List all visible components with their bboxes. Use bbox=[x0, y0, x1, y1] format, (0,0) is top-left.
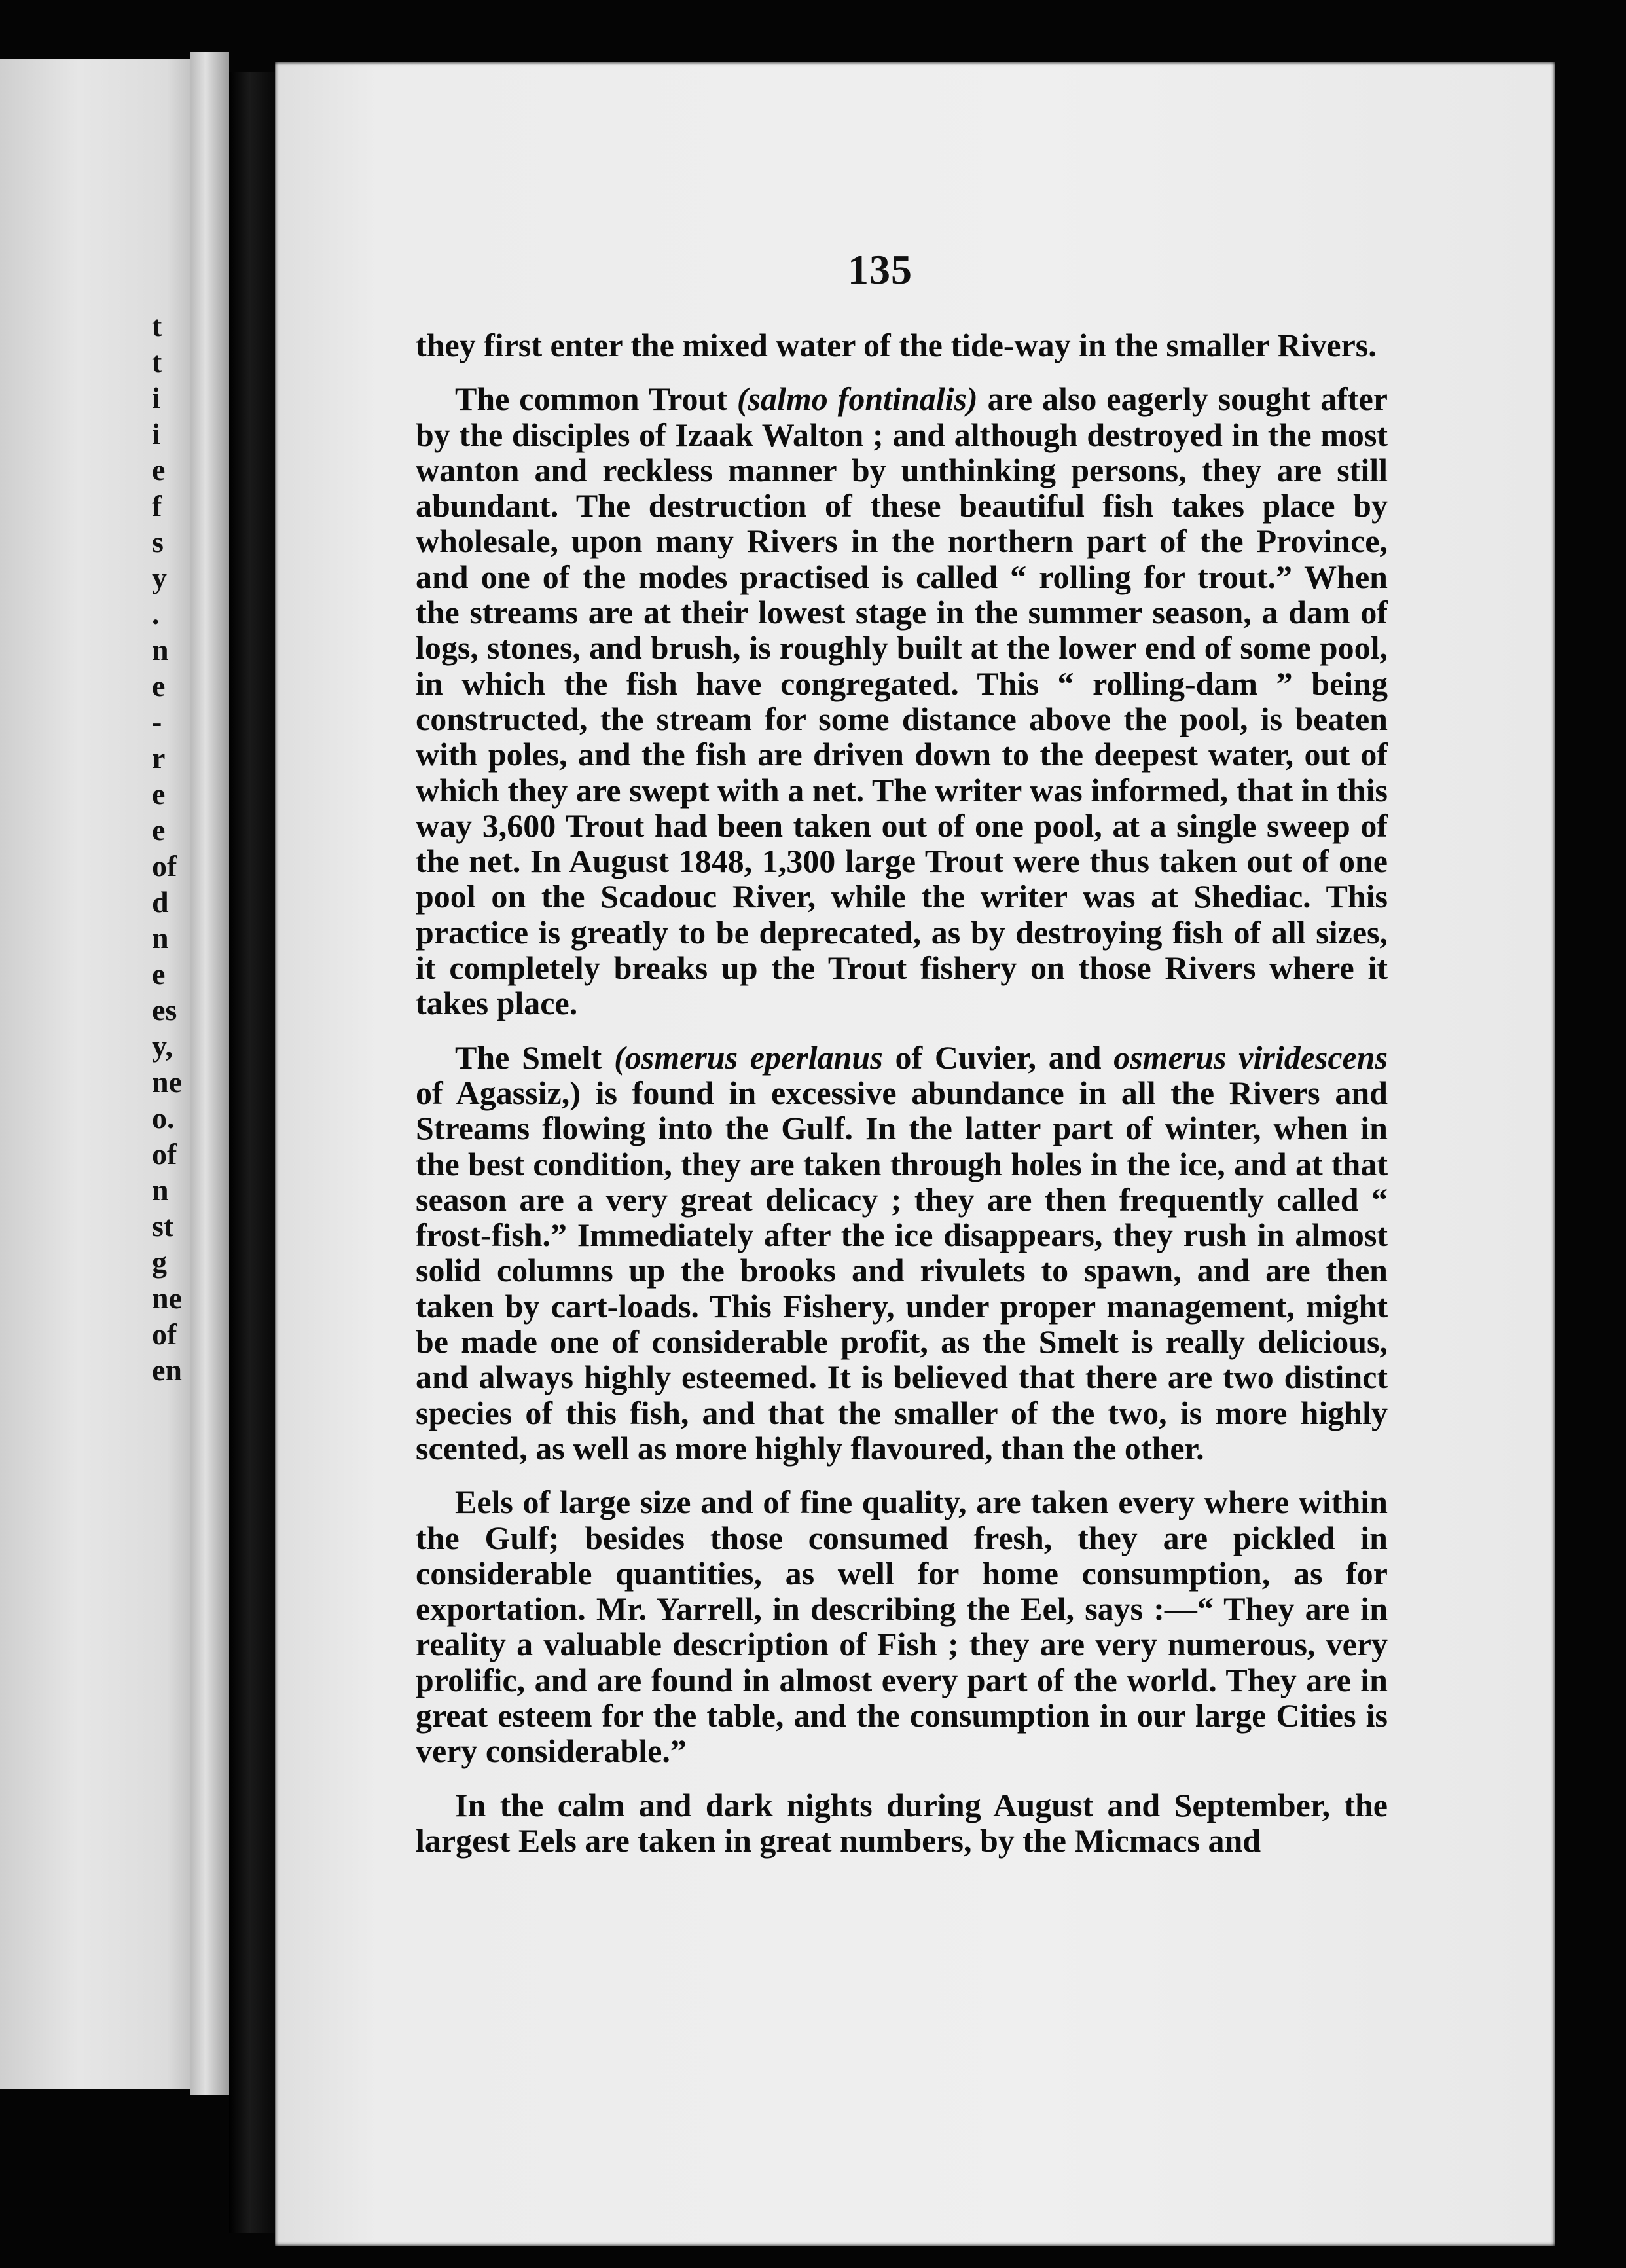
facing-page-fragment: t bbox=[152, 345, 162, 378]
paragraph bbox=[416, 381, 1388, 1021]
facing-page-fragment: - bbox=[152, 705, 162, 739]
text-run: are also eagerly sought after by the disciples of Izaak Walton ; and although destroyed in the most wanton and reckless manner by unthinking persons, they are still abundant. The destruction of these beautiful fish takes place by wholesale, upon many Rivers in the northern part of the Province, and one of the modes practised is called “ rolling for trout.” When the streams are at their lowest stage in the summer season, a dam of logs, stones, and brush, is roughly built at the lower end of some pool, in which the fish have congregated. This “ rolling-dam ” being constructed, the stream for some distance above the pool, is beaten with poles, and the fish are driven down to the deepest water, out of which they are swept with a net. The writer was informed, that in this way 3,600 Trout had been taken out of one pool, at a single sweep of the net. In August 1848, 1,300 large Trout were thus taken out of one pool on the Scadouc River, while the writer was at Shediac. This practice is greatly to be deprecated, as by destroying fish of all sizes, it completely breaks up the Trout fishery on those Rivers where it takes place. bbox=[416, 380, 1388, 1022]
text-run: they first enter the mixed water of the tide-way in the smaller Rivers. bbox=[416, 327, 1377, 363]
text-run: The Smelt bbox=[455, 1038, 615, 1076]
paragraph bbox=[416, 1787, 1388, 1859]
facing-page-fragment: y bbox=[152, 561, 167, 594]
facing-page-fragment: t bbox=[152, 309, 162, 342]
facing-page-text-fragments bbox=[152, 308, 198, 1388]
facing-page-fragment: es bbox=[152, 993, 177, 1027]
text-run: Eels of large size and of fine quality, are taken every where within the Gulf; besides those consumed fresh, they are pickled in considerable quantities, as well for home consumption, as for exportation. Mr. Yarrell, in describing the Eel, says :—“ They are in reality a valuable description of Fish ; they are very numerous, very prolific, and are found in almost every part of the world. They are in great esteem for the table, and the consumption in our large Cities is very considerable.” bbox=[416, 1484, 1388, 1770]
italic-text: (osmerus eperlanus bbox=[614, 1038, 883, 1076]
facing-page-fragment: of bbox=[152, 1137, 177, 1171]
facing-page-fragment: e bbox=[152, 957, 166, 991]
facing-page-fragment: en bbox=[152, 1353, 182, 1387]
facing-page-fragment: i bbox=[152, 417, 160, 450]
text-run: In the calm and dark nights during August and September, the largest Eels are taken in great numbers, by the Micmacs and bbox=[416, 1786, 1388, 1859]
facing-page-fragment: r bbox=[152, 741, 166, 775]
text-run: The common Trout bbox=[455, 380, 737, 418]
italic-text: (salmo fontinalis) bbox=[736, 380, 978, 418]
facing-page-fragment: st bbox=[152, 1209, 174, 1243]
facing-page-fragment: i bbox=[152, 381, 160, 414]
paragraph bbox=[416, 327, 1388, 363]
facing-page-fragment: e bbox=[152, 777, 166, 811]
facing-page-fragment: o. bbox=[152, 1101, 175, 1135]
paragraph bbox=[416, 1040, 1388, 1467]
facing-page-fragment: ne bbox=[152, 1281, 182, 1315]
facing-page-fragment: g bbox=[152, 1245, 167, 1279]
page-number: 135 bbox=[848, 246, 912, 293]
facing-page-fragment: ne bbox=[152, 1065, 182, 1099]
facing-page-fragment: e bbox=[152, 813, 166, 847]
facing-page-fragment: n bbox=[152, 921, 169, 955]
page-body-text bbox=[416, 327, 1388, 1876]
facing-page-fragment: f bbox=[152, 489, 162, 522]
paragraph bbox=[416, 1484, 1388, 1768]
facing-page-fragment: y, bbox=[152, 1029, 173, 1063]
text-run: of Cuvier, and bbox=[882, 1038, 1114, 1076]
facing-page-fragment: s bbox=[152, 525, 164, 558]
text-run: of Agassiz,) is found in excessive abundance in all the Rivers and Streams flowing into the Gulf. In the latter part of winter, when in the best condition, they are taken through holes in the ice, and at that season are a very great delicacy ; they are then frequently called “ frost-fish.” Immediately after the ice disappears, they rush in almost solid columns up the brooks and rivulets to spawn, and are then taken by cart-loads. This Fishery, under proper management, might be made one of considerable profit, as the Smelt is really delicious, and always highly esteemed. It is believed that there are two distinct species of this fish, and that the smaller of the two, is more highly scented, as well as more highly flavoured, than the other. bbox=[416, 1074, 1388, 1467]
facing-page-fragment: e bbox=[152, 669, 166, 703]
facing-page-fragment: of bbox=[152, 849, 177, 883]
facing-page-fragment: . bbox=[152, 597, 160, 631]
facing-page-fragment: of bbox=[152, 1317, 177, 1351]
facing-page-fragment: d bbox=[152, 885, 169, 919]
facing-page-fragment: n bbox=[152, 633, 169, 667]
facing-page-fragment: n bbox=[152, 1173, 169, 1207]
italic-text: osmerus viridescens bbox=[1113, 1038, 1388, 1076]
facing-page-fragment: e bbox=[152, 453, 166, 486]
